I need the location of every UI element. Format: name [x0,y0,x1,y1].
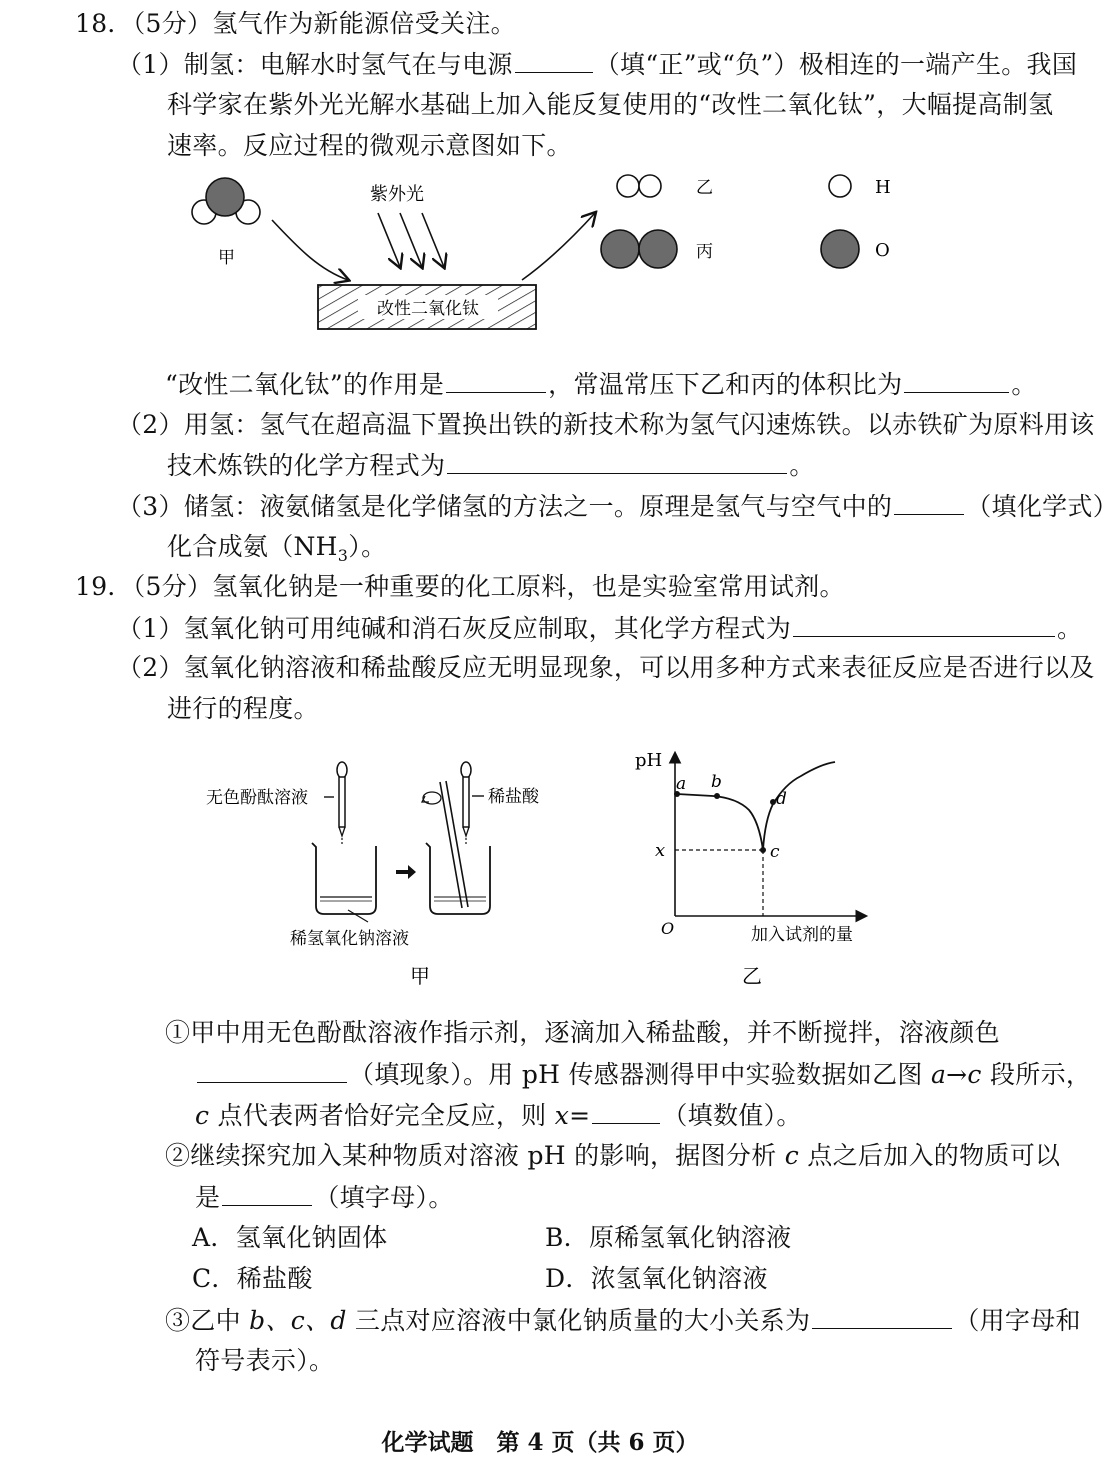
q18-p1b: （填“正”或“负”）极相连的一端产生。我国 [594,50,1078,79]
q18-part1-line3: 速率。反应过程的微观示意图如下。 [167,131,572,160]
q19-s3a: ③乙中 [165,1306,250,1335]
hydrogen-molecule [617,175,661,197]
q18-p3a: （3）储氢：液氨储氢是化学储氢的方法之一。原理是氢气与空气中的 [117,492,893,521]
q19-heading: 19．（5分）氢氧化钠是一种重要的化工原料，也是实验室常用试剂。 [75,572,845,601]
point-c-ref: c [195,1101,210,1130]
q18-part3-line1 [117,488,1118,525]
answer-blank-iron-equation[interactable] [447,447,787,474]
point-c-label: c [770,842,780,862]
q19-part2-line1: （2）氢氧化钠溶液和稀盐酸反应无明显现象，可以用多种方式来表征反应是否进行以及 [117,653,1095,682]
q19-p1a: （1）氢氧化钠可用纯碱和消石灰反应制取，其化学方程式为 [117,614,792,643]
answer-blank-electrode[interactable] [515,46,593,73]
q18-part2-line1: （2）用氢：氢气在超高温下置换出铁的新技术称为氢气闪速炼铁。以赤铁矿为原料用该 [117,410,1095,439]
arrow-out [522,213,595,280]
q18-p1f: ，常温常压下乙和丙的体积比为 [548,370,903,399]
x-axis-label: 加入试剂的量 [751,925,853,945]
x-mark-label: x [655,840,666,861]
answer-blank-color-change[interactable] [197,1056,347,1083]
q19-s2a: ②继续探究加入某种物质对溶液 pH 的影响，据图分析 [165,1141,785,1170]
q18-part1-line2: 科学家在紫外光光解水基础上加入能反复使用的“改性二氧化钛”，大幅提高制氢 [167,90,1054,119]
q19-s1b: （填现象）。用 pH 传感器测得甲中实验数据如乙图 [349,1060,931,1089]
label-uv: 紫外光 [370,184,424,205]
nh3-subscript: 3 [337,546,349,565]
dropper-indicator [337,762,347,846]
beaker-1 [312,843,376,914]
point-a-label: a [676,774,687,794]
legend-o-label: O [875,240,890,261]
figure-jia-beakers [200,750,580,1000]
label-dilute-hcl: 稀盐酸 [488,787,539,807]
q18-heading: 18．（5分）氢气作为新能源倍受关注。 [75,9,516,38]
caption-jia: 甲 [410,964,430,988]
micro-reaction-diagram [170,165,930,345]
q18-p1e: “改性二氧化钛”的作用是 [165,370,445,399]
equals-sign: = [569,1101,591,1130]
q18-part1-line1 [117,46,1077,83]
q19-s3b: 三点对应溶液中氯化钠质量的大小关系为 [346,1306,811,1335]
stirring-indicator-icon [422,792,441,804]
q19-s3c: （用字母和 [954,1306,1081,1335]
y-axis-label: pH [635,750,663,771]
q18-p3d: ）。 [348,532,387,561]
caption-yi: 乙 [742,964,762,988]
q18-p1a: （1）制氢：电解水时氢气在与电源 [117,50,513,79]
q18-p3b: （填化学式） [966,492,1118,521]
q19-s2c2: 是 [195,1183,221,1212]
q19-sub3-line1 [165,1302,1081,1339]
option-b[interactable]: B．原稀氢氧化钠溶液 [545,1223,792,1252]
q19-sub2-line1 [165,1138,1060,1174]
answer-blank-volume-ratio[interactable] [904,366,1009,393]
q18-part2-line2 [167,447,815,484]
points-bcd: b、c、d [249,1306,347,1335]
q19-sub1-line2 [195,1056,1091,1093]
q19-sub1-line3 [195,1097,802,1134]
label-phenolphthalein: 无色酚酞溶液 [206,788,308,808]
q19-sub3-line2: 符号表示）。 [195,1346,335,1375]
label-jia: 甲 [218,248,235,268]
answer-blank-formula[interactable] [894,488,964,515]
page-footer: 化学试题 第 4 页（共 6 页） [381,1429,699,1456]
q19-s1d: 点代表两者恰好完全反应，则 [209,1101,555,1130]
segment-a-c: a→c [930,1060,982,1089]
q19-s2d: （填字母）。 [314,1183,454,1212]
q18-part1-line4 [165,366,1037,403]
option-a[interactable]: A．氢氧化钠固体 [192,1223,388,1252]
q19-sub2-line2 [195,1179,454,1216]
legend-h-label: H [875,177,891,198]
label-catalyst: 改性二氧化钛 [377,299,479,319]
q19-part2-line2: 进行的程度。 [167,694,319,723]
point-b-label: b [711,772,722,792]
answer-blank-x-value[interactable] [592,1097,660,1124]
q18-p3c: 化合成氨（NH [167,532,338,561]
origin-label: O [661,919,675,938]
option-d[interactable]: D．浓氢氧化钠溶液 [545,1264,768,1293]
answer-blank-letter[interactable] [222,1179,312,1206]
q19-s1c: 段所示， [981,1060,1092,1089]
point-c [760,847,766,853]
legend-h-atom [829,175,851,197]
label-yi: 乙 [696,178,713,198]
process-arrow [396,865,416,879]
oxygen-molecule [601,230,677,268]
x-ref: x [554,1101,570,1130]
q18-p2c: 。 [789,451,815,480]
answer-blank-relation[interactable] [812,1302,952,1329]
legend-o-atom [821,230,859,268]
dropper-acid [461,762,471,846]
arrow-in [272,220,348,280]
answer-blank-naoh-equation[interactable] [793,610,1055,637]
q19-p1b: 。 [1057,614,1083,643]
label-naoh-solution: 稀氢氧化钠溶液 [290,929,409,949]
point-c-ref-2: c [784,1141,800,1170]
q18-p2b: 技术炼铁的化学方程式为 [167,451,446,480]
water-molecule [192,178,260,224]
q18-part3-line2 [167,529,386,574]
option-c[interactable]: C．稀盐酸 [192,1264,313,1293]
figure-yi-ph-curve [625,740,885,1000]
answer-blank-catalyst-role[interactable] [446,366,546,393]
point-d-label: d [776,789,787,809]
ph-curve [677,762,835,850]
uv-arrows [378,213,444,267]
label-bing: 丙 [696,242,713,262]
q19-s2b: 点之后加入的物质可以 [799,1141,1061,1170]
q19-s1e: （填数值）。 [662,1101,802,1130]
q18-p1g: 。 [1011,370,1037,399]
q19-sub1-line1: ①甲中用无色酚酞溶液作指示剂，逐滴加入稀盐酸，并不断搅拌，溶液颜色 [165,1018,1000,1047]
q19-part1-line1 [117,610,1082,647]
point-b [714,793,720,799]
